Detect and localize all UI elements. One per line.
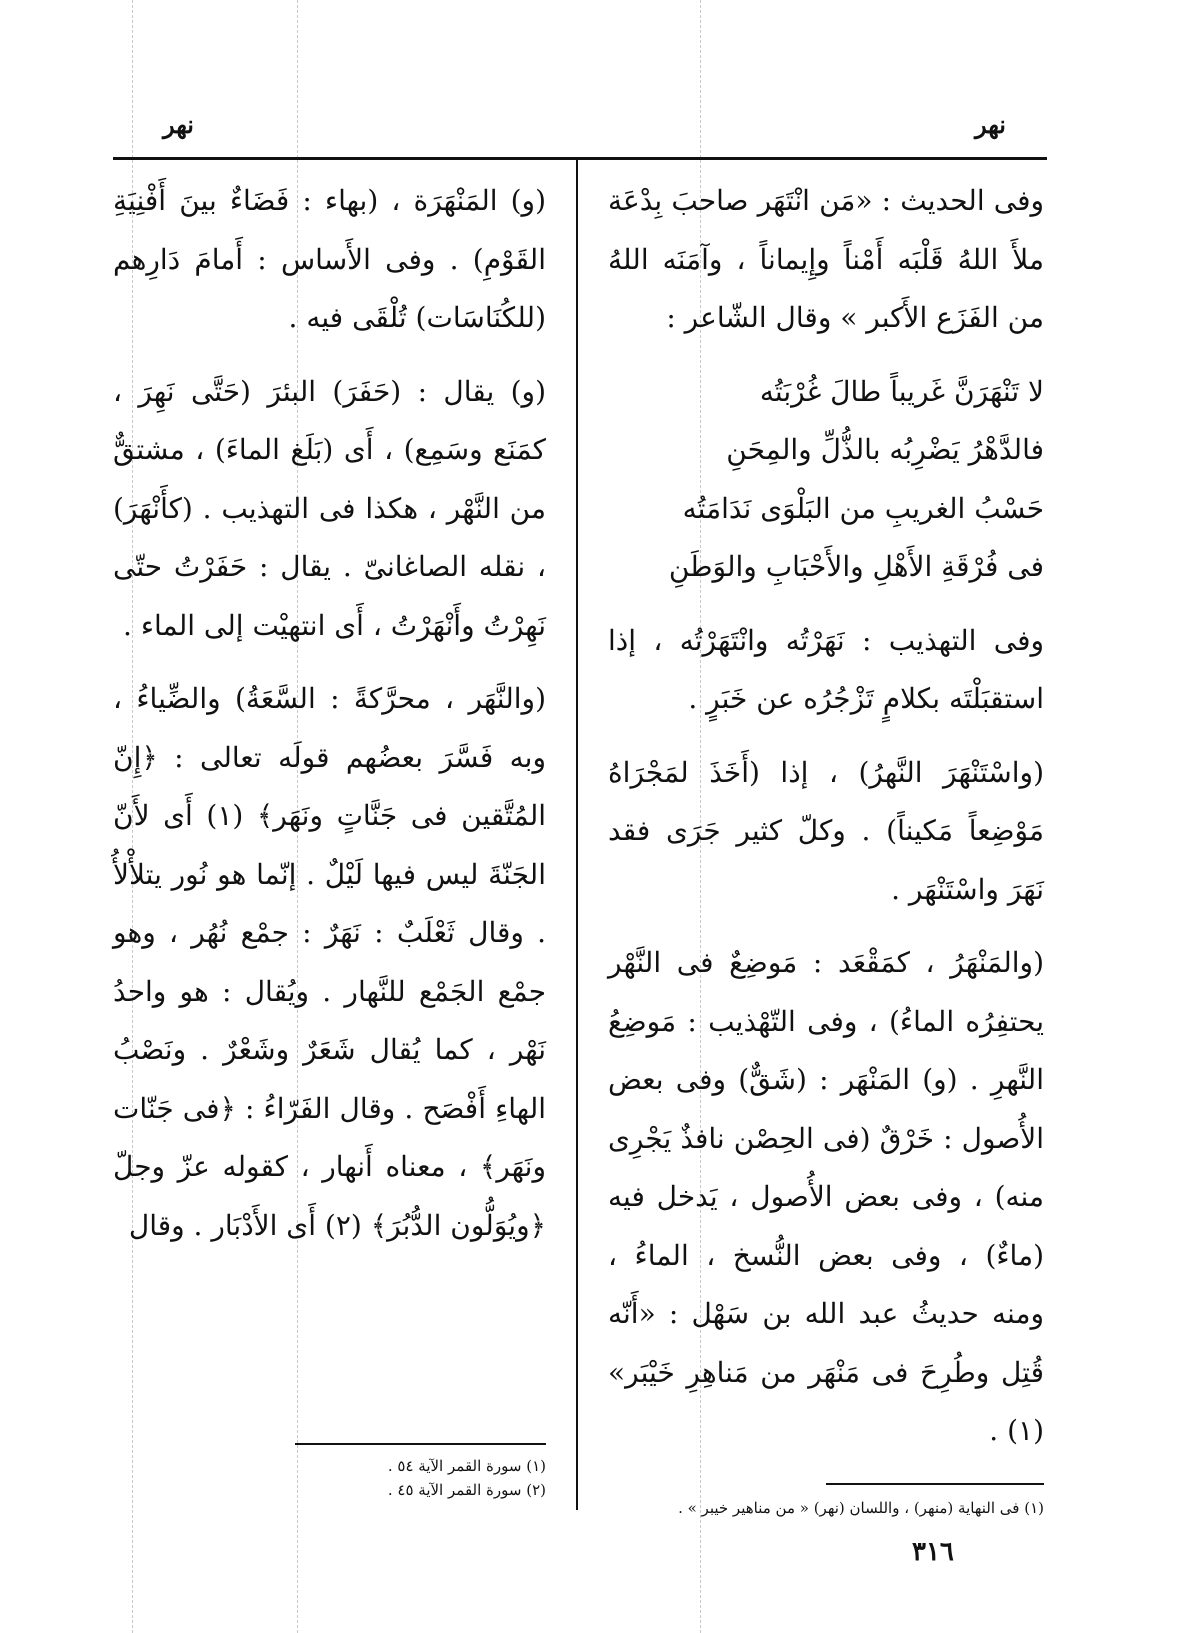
paragraph: (و) المَنْهَرَة ، (بهاء : فَضَاءٌ بينَ أَفْنِيَةِ القَوْمِ) . وفى الأَساس : أَمامَ دَارِهم (للكُنَاسَات) تُلْقَى فيه . [113,184,546,334]
header-word-left: نهر [163,110,194,139]
footnotes [250,1454,546,1502]
page-number: ٣١٦ [912,1537,954,1567]
paragraph: وفى التهذيب : نَهَرْتُه وانْتَهَرْتُه ، إذا استقبَلْتَه بكلامٍ تَزْجُرُه عن خَبَرٍ . [608,623,1044,715]
footnote: (١) فى النهاية (منهر) ، واللسان (نهر) « من مناهير خيبر » . [678,1499,1044,1517]
footnote-rule [295,1443,546,1445]
paragraph: (واسْتَنْهَرَ النَّهرُ) ، إذا (أَخَذَ لمَجْرَاهُ مَوْضِعاً مَكيناً) . وكلّ كثير جَرَى فقد نَهَرَ واسْتَنْهَر . [608,755,1044,906]
header-rule [113,157,1047,160]
column-divider [576,158,578,1510]
poem-verse: فى فُرْقَةِ الأَهْلِ والأَحْبَابِ والوَطَنِ [668,550,1044,583]
header-word-right: نهر [975,110,1006,139]
footnote: (١) سورة القمر الآية ٥٤ . [387,1457,546,1475]
poem-verse: فالدَّهْرُ يَضْرِبُه بالذُّلِّ والمِحَنِ [726,433,1044,466]
footnote-rule [826,1483,1044,1485]
poem-verse: لا تَنْهَرَنَّ غَريباً طالَ غُرْبَتُه [759,374,1044,408]
paragraph: (والنَّهَر ، محرَّكةً : السَّعَةُ) والضِّياءُ ، وبه فَسَّرَ بعضُهم قولَه تعالى : ﴿إِنّ المُتَّقين فى جَنَّاتٍ ونَهَر﴾ (١) أَى لأَنّ الجَنّةَ ليس فيها لَيْلٌ . إنّما هو نُور يتلأْلأُ . وقال ثَعْلَبٌ : نَهَرٌ : جمْع نُهُر ، وهو جمْع الجَمْع للنَّهار . ويُقال : هو واحدُ نَهْر ، كما يُقال شَعَرٌ وشَعْرٌ . ونَصْبُ الهاءِ أَفْصَح . وقال الفَرّاءُ : ﴿فى جَنّات ونَهَر﴾ ، معناه أَنهار ، كقوله عزّ وجلّ ﴿ويُوَلُّون الدُّبُرَ﴾ (٢) أَى الأَدْبَار . وقال [113,682,546,1242]
paragraph: وفى الحديث : «مَن انْتَهَر صاحبَ بِدْعَة ملأَ اللهُ قَلْبَه أَمْناً وإِيماناً ، وآمَنَه اللهُ من الفَزَع الأَكبر » وقال الشّاعر : [608,184,1044,334]
left-column [113,172,546,1270]
paragraph: (والمَنْهَرُ ، كمَقْعَد : مَوضِعٌ فى النَّهْر يحتفِرُه الماءُ) ، وفى التّهْذيب : مَوضِعُ النَّهرِ . (و) المَنْهَر : (شَقٌّ) وفى بعض الأُصول : خَرْقٌ (فى الحِصْن نافذٌ يَجْرِى منه) ، وفى بعض الأُصول ، يَدخل فيه (ماءٌ) ، وفى بعض النُّسخ ، الماءُ ، ومنه حديثُ عبد الله بن سَهْل : «أَنّه قُتِل وطُرِحَ فى مَنْهَر من مَناهِرِ خَيْبَر» (١) . [608,946,1044,1447]
paragraph: (و) يقال : (حَفَرَ) البئرَ (حَتَّى نَهِرَ ، كمَنَع وسَمِع) ، أَى (بَلَغ الماءَ) ، مشتقٌّ من النَّهْر ، هكذا فى التهذيب . (كأَنْهَرَ) ، نقله الصاغانىّ . يقال : حَفَرْتُ حتّى نَهِرْتُ وأَنْهَرْتُ ، أَى انتهيْت إلى الماء . [113,374,546,642]
footnote: (٢) سورة القمر الآية ٤٥ . [387,1481,546,1499]
right-column [608,172,1044,1476]
poem-verse: حَسْبُ الغريبِ من البَلْوَى نَدَامَتُه [682,491,1044,525]
